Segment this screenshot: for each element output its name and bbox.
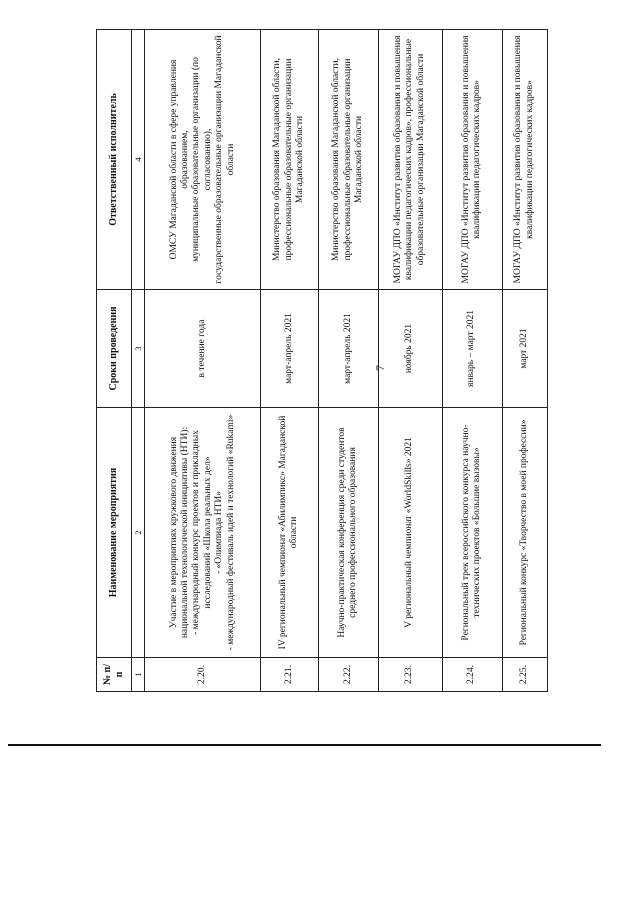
header-period: Сроки проведения	[97, 290, 132, 408]
responsible-cell: Министерство образования Магаданской области, профессиональные образовательные организации Магаданской области	[261, 30, 319, 290]
column-number: 3	[132, 290, 145, 408]
table-row	[378, 30, 442, 692]
header-row	[97, 30, 132, 692]
rotated-table-container	[96, 30, 548, 692]
responsible-cell: Министерство образования Магаданской области, профессиональные образовательные организации Магаданской области	[318, 30, 378, 290]
period-cell: ноябрь 2021	[378, 290, 442, 408]
responsible-text: ОМСУ Магаданской области в сфере управления образованием, муниципальные образовательные организации (по согласованию), государственные образовательные организации Магаданской области	[168, 35, 236, 284]
horizontal-rule	[8, 744, 601, 746]
table-row	[442, 30, 502, 692]
responsible-cell	[145, 30, 261, 290]
events-table	[96, 29, 548, 692]
event-cell	[145, 408, 261, 658]
event-cell: V региональный чемпионат «WorldSkills» 2021	[378, 408, 442, 658]
event-cell: IV региональный чемпионат «Абилимпикс» Магаданской области	[261, 408, 319, 658]
header-event: Наименование мероприятия	[97, 408, 132, 658]
column-number: 4	[132, 30, 145, 290]
event-cell: Региональный трек всероссийского конкурса научно-технических проектов «Большие вызовы»	[442, 408, 502, 658]
table-row	[318, 30, 378, 692]
column-number: 1	[132, 658, 145, 692]
row-number: 2.20.	[145, 658, 261, 692]
row-number: 2.22.	[318, 658, 378, 692]
row-number: 2.24.	[442, 658, 502, 692]
header-responsible: Ответственный исполнитель	[97, 30, 132, 290]
row-number: 2.25.	[502, 658, 547, 692]
period-cell: март-апрель 2021	[318, 290, 378, 408]
event-cell: Научно-практическая конференция среди студентов среднего профессионального образования	[318, 408, 378, 658]
page-number: 7	[373, 365, 387, 371]
column-number: 2	[132, 408, 145, 658]
table-row	[261, 30, 319, 692]
header-number: № п/п	[97, 658, 132, 692]
event-text: Участие в мероприятиях кружкового движения национальной технологической инициативы (НТИ): - международный конкурс проектов и прикладных исследований «Школа реальных дел» - «Олимпиада НТИ» - международный фестиваль идей и технологий «Rukami»	[168, 414, 236, 651]
responsible-cell: МОГАУ ДПО «Институт развития образования и повышения квалификации педагогических кадров»	[502, 30, 547, 290]
period-cell: март 2021	[502, 290, 547, 408]
period-cell: в течение года	[145, 290, 261, 408]
row-number: 2.23.	[378, 658, 442, 692]
responsible-cell: МОГАУ ДПО «Институт развития образования и повышения квалификации педагогических кадров», профессиональные образовательные организации Магаданской области	[378, 30, 442, 290]
period-cell: март-апрель 2021	[261, 290, 319, 408]
row-number: 2.21.	[261, 658, 319, 692]
column-numbers-row	[132, 30, 145, 692]
table-row	[502, 30, 547, 692]
responsible-cell: МОГАУ ДПО «Институт развития образования и повышения квалификации педагогических кадров»	[442, 30, 502, 290]
event-cell: Региональный конкурс «Творчество в моей профессии»	[502, 408, 547, 658]
table-row	[145, 30, 261, 692]
period-cell: январь – март 2021	[442, 290, 502, 408]
